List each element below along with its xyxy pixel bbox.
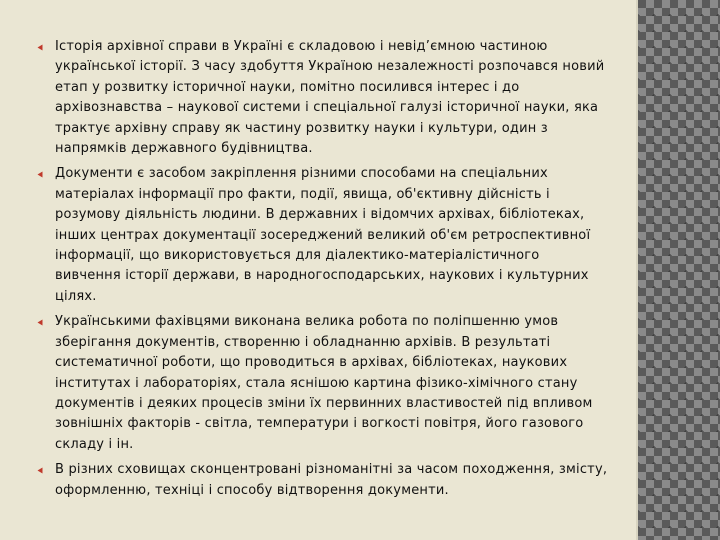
bullet-marker-icon bbox=[36, 43, 45, 52]
decorative-diamond-pattern-strip bbox=[638, 0, 720, 540]
bullet-list bbox=[36, 37, 608, 501]
bullet-marker-icon bbox=[36, 466, 45, 475]
bullet-item-3 bbox=[36, 312, 608, 455]
bullet-item-1 bbox=[36, 37, 608, 159]
bullet-text: В різних сховищах сконцентровані різноманітні за часом походження, змісту, оформленню, техніці і способу відтворення документи. bbox=[55, 462, 608, 498]
bullet-text: Історія архівної справи в Україні є складовою і невід’ємною частиною української історії. З часу здобуття Україною незалежності розпочався новий етап у розвитку історичної науки, помітно посилився інтерес і до архівознавства – наукової системи і спеціальної галузі історичної науки, яка трактує архівну справу як частину розвитку науки і культури, один з напрямків державного будівництва. bbox=[55, 39, 605, 157]
bullet-item-2 bbox=[36, 164, 608, 307]
bullet-item-4 bbox=[36, 460, 608, 501]
bullet-marker-icon bbox=[36, 318, 45, 327]
bullet-marker-icon bbox=[36, 170, 45, 179]
bullet-text: Українськими фахівцями виконана велика робота по поліпшенню умов зберігання документів, створенню і обладнанню архівів. В результаті систематичної роботи, що проводиться в архівах, бібліотеках, наукових інститутах і лабораторіях, стала яснішою картина фізико-хімічного стану документів і деяких процесів зміни їх первинних властивостей під впливом зовнішніх факторів - світла, температури і вогкості повітря, його газового складу і ін. bbox=[55, 314, 593, 452]
slide-content bbox=[36, 37, 608, 506]
bullet-text: Документи є засобом закріплення різними способами на спеціальних матеріалах інформації про факти, події, явища, об'єктивну дійсність і розумову діяльність людини. В державних і відомчих архівах, бібліотеках, інших центрах документації зосереджений великий об'єм ретроспективної інформації, що використовується для діалектико-матеріалістичного вивчення історії держави, в народногосподарських, наукових і культурних цілях. bbox=[55, 166, 591, 304]
